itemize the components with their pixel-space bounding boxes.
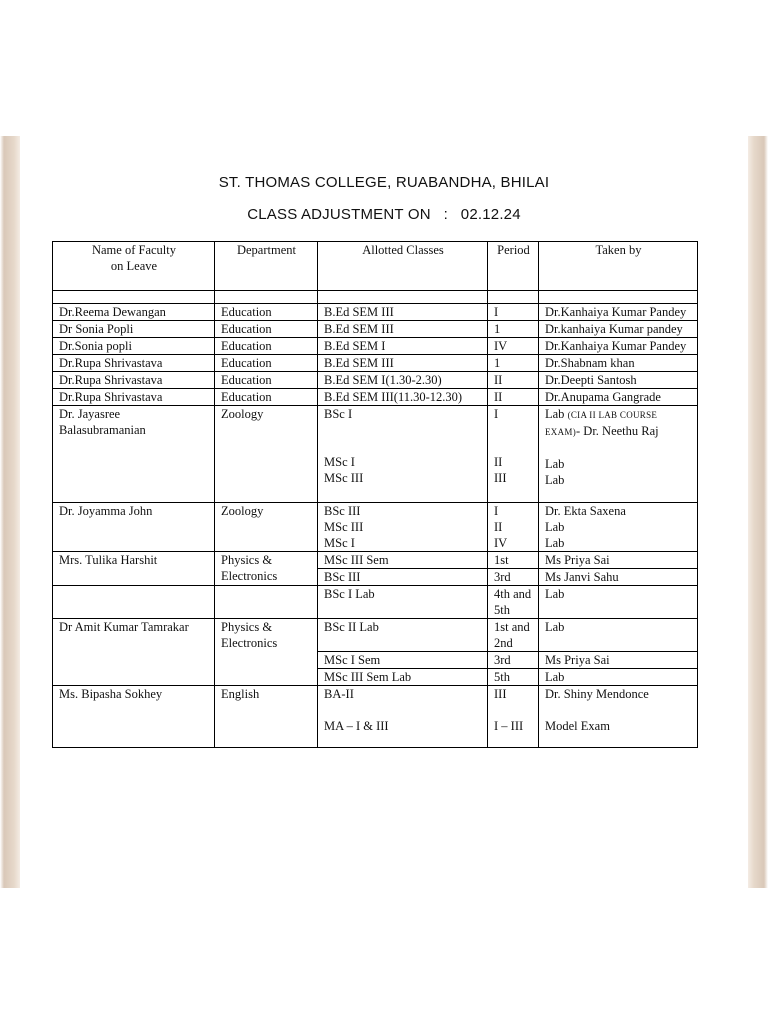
faculty-cell: Dr Sonia Popli: [53, 321, 215, 338]
taken-by-cell: Dr.Kanhaiya Kumar Pandey: [539, 338, 698, 355]
table-row: [53, 372, 698, 389]
period-cell: IV: [488, 338, 539, 355]
table-row: [53, 619, 698, 652]
table-row: [53, 321, 698, 338]
classes-cell: [318, 686, 488, 748]
classes-cell: MSc III Sem Lab: [318, 669, 488, 686]
class-entry: BSc III: [324, 504, 361, 518]
period-entry: I: [494, 504, 499, 518]
taken-by-cell: Ms Priya Sai: [539, 652, 698, 669]
period-cell: II: [488, 389, 539, 406]
header-allotted-classes: Allotted Classes: [318, 242, 488, 291]
class-entry: MSc III: [324, 471, 364, 485]
table-header-row: [53, 242, 698, 291]
taken-by-entry: [545, 406, 692, 440]
department-cell: Physics & Electronics: [215, 552, 318, 586]
classes-cell: [318, 406, 488, 503]
taken-by-entry: Model Exam: [545, 719, 610, 733]
period-entry: III: [494, 471, 507, 485]
table-row: [53, 686, 698, 748]
period-cell: 1: [488, 355, 539, 372]
period-cell: 4th and 5th: [488, 586, 539, 619]
class-entry: BSc I: [324, 407, 353, 421]
period-cell: [488, 686, 539, 748]
classes-cell: [318, 503, 488, 552]
faculty-cell: Dr.Reema Dewangan: [53, 304, 215, 321]
department-cell: Education: [215, 304, 318, 321]
table-row: [53, 503, 698, 552]
classes-cell: BSc II Lab: [318, 619, 488, 652]
department-cell: Education: [215, 389, 318, 406]
header-department: Department: [215, 242, 318, 291]
faculty-cell: Dr. Joyamma John: [53, 503, 215, 552]
faculty-cell: Dr. Jayasree Balasubramanian: [53, 406, 215, 503]
department-cell: Education: [215, 321, 318, 338]
period-cell: 1: [488, 321, 539, 338]
department-cell: Education: [215, 355, 318, 372]
class-entry: MSc I: [324, 536, 355, 550]
taken-by-cell: [539, 686, 698, 748]
table-row: [53, 406, 698, 503]
taken-by-cell: Dr.Anupama Gangrade: [539, 389, 698, 406]
blank-row: [53, 291, 698, 304]
classes-cell: BSc III: [318, 569, 488, 586]
department-cell: [215, 586, 318, 619]
taken-by-cell: Lab: [539, 669, 698, 686]
taken-by-entry: Lab: [545, 457, 565, 471]
department-cell: Zoology: [215, 406, 318, 503]
header-period: Period: [488, 242, 539, 291]
table-row: [53, 586, 698, 619]
classes-cell: B.Ed SEM I: [318, 338, 488, 355]
taken-lab: Lab: [545, 407, 565, 421]
adjustment-heading: [0, 206, 768, 223]
taken-by-entry: Dr. Shiny Mendonce: [545, 687, 649, 701]
period-cell: 1st and 2nd: [488, 619, 539, 652]
period-entry: II: [494, 455, 503, 469]
department-cell: Education: [215, 372, 318, 389]
header-faculty: [53, 242, 215, 291]
adjustment-separator: :: [443, 206, 448, 223]
period-entry: III: [494, 687, 507, 701]
table-row: [53, 355, 698, 372]
taken-by-cell: Ms Priya Sai: [539, 552, 698, 569]
class-entry: MSc I: [324, 455, 355, 469]
page-edge-right: [748, 136, 768, 888]
taken-by-cell: Dr.Shabnam khan: [539, 355, 698, 372]
table-row: [53, 304, 698, 321]
faculty-cell: Dr.Rupa Shrivastava: [53, 389, 215, 406]
classes-cell: B.Ed SEM III(11.30-12.30): [318, 389, 488, 406]
taken-exam-note: (CIA II LAB COURSE EXAM): [545, 410, 658, 437]
period-entry: IV: [494, 536, 508, 550]
class-entry: BA-II: [324, 687, 354, 701]
header-faculty-line2: on Leave: [110, 259, 158, 273]
table-row: [53, 552, 698, 569]
faculty-cell: [53, 586, 215, 619]
taken-by-cell: Dr.kanhaiya Kumar pandey: [539, 321, 698, 338]
period-cell: [488, 503, 539, 552]
classes-cell: MSc III Sem: [318, 552, 488, 569]
classes-cell: B.Ed SEM III: [318, 304, 488, 321]
adjustment-label: CLASS ADJUSTMENT ON: [247, 206, 431, 223]
department-cell: English: [215, 686, 318, 748]
faculty-cell: Dr.Rupa Shrivastava: [53, 355, 215, 372]
period-entry: I – III: [494, 719, 524, 733]
class-entry: MA – I & III: [324, 719, 389, 733]
faculty-cell: Ms. Bipasha Sokhey: [53, 686, 215, 748]
period-cell: 1st: [488, 552, 539, 569]
period-cell: 3rd: [488, 569, 539, 586]
period-entry: II: [494, 520, 503, 534]
period-cell: 3rd: [488, 652, 539, 669]
class-adjustment-table: [52, 241, 698, 748]
page-edge-left: [0, 136, 20, 888]
period-cell: [488, 406, 539, 503]
table-row: [53, 338, 698, 355]
taken-by-cell: Dr.Kanhaiya Kumar Pandey: [539, 304, 698, 321]
class-entry: MSc III: [324, 520, 364, 534]
faculty-cell: Dr Amit Kumar Tamrakar: [53, 619, 215, 686]
classes-cell: BSc I Lab: [318, 586, 488, 619]
taken-rest: - Dr. Neethu Raj: [576, 424, 659, 438]
college-title: ST. THOMAS COLLEGE, RUABANDHA, BHILAI: [218, 174, 550, 191]
table-row: [53, 389, 698, 406]
taken-by-entry: Lab: [545, 473, 565, 487]
taken-by-entry: Lab: [545, 520, 565, 534]
classes-cell: B.Ed SEM I(1.30-2.30): [318, 372, 488, 389]
faculty-cell: Mrs. Tulika Harshit: [53, 552, 215, 586]
faculty-cell: Dr.Rupa Shrivastava: [53, 372, 215, 389]
taken-by-cell: [539, 406, 698, 503]
taken-by-entry: Dr. Ekta Saxena: [545, 504, 626, 518]
period-cell: II: [488, 372, 539, 389]
faculty-cell: Dr.Sonia popli: [53, 338, 215, 355]
department-cell: Zoology: [215, 503, 318, 552]
header-faculty-line1: Name of Faculty: [91, 243, 176, 257]
taken-by-cell: Lab: [539, 619, 698, 652]
taken-by-cell: Dr.Deepti Santosh: [539, 372, 698, 389]
taken-by-cell: Lab: [539, 586, 698, 619]
header-taken-by: Taken by: [539, 242, 698, 291]
period-cell: 5th: [488, 669, 539, 686]
classes-cell: MSc I Sem: [318, 652, 488, 669]
adjustment-date: 02.12.24: [460, 206, 521, 223]
classes-cell: B.Ed SEM III: [318, 355, 488, 372]
period-entry: I: [494, 407, 499, 421]
taken-by-cell: [539, 503, 698, 552]
classes-cell: B.Ed SEM III: [318, 321, 488, 338]
department-cell: Physics & Electronics: [215, 619, 318, 686]
taken-by-cell: Ms Janvi Sahu: [539, 569, 698, 586]
period-cell: I: [488, 304, 539, 321]
department-cell: Education: [215, 338, 318, 355]
taken-by-entry: Lab: [545, 536, 565, 550]
